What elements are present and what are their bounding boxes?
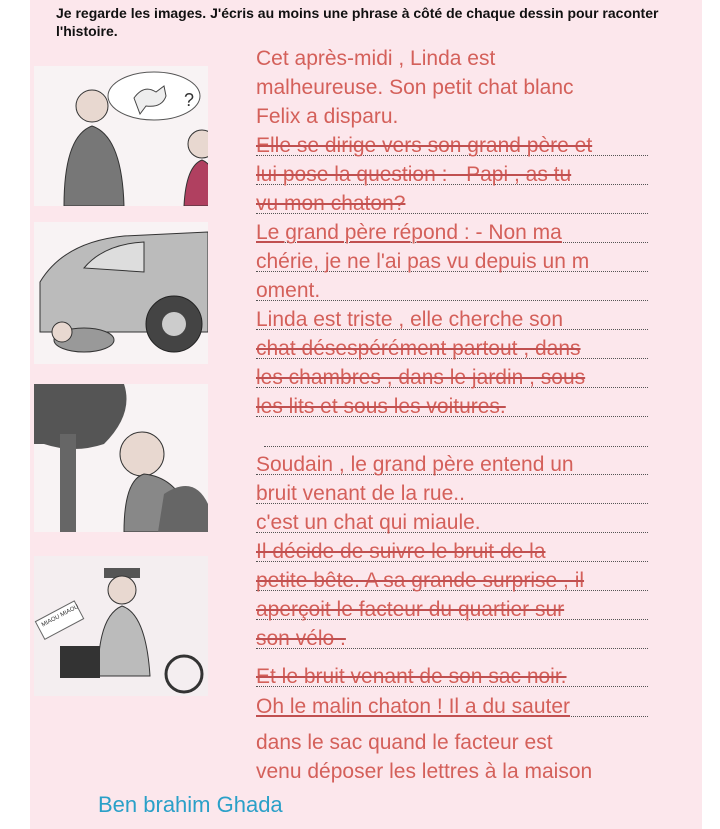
story-line: aperçoit le facteur du quartier sur <box>256 595 648 620</box>
bag-text: MIAOU MIAOU <box>40 604 80 629</box>
story-line: petite bête. A sa grande surprise , il <box>256 566 648 591</box>
story-line: c'est un chat qui miaule. <box>256 508 648 533</box>
story-line: Soudain , le grand père entend un <box>256 450 648 475</box>
story-line: lui pose la question : - Papi , as tu <box>256 160 648 185</box>
story-line: les lits et sous les voitures. <box>256 392 648 417</box>
story-line: vu mon chaton? <box>256 189 648 214</box>
story-line: Linda est triste , elle cherche son <box>256 305 648 330</box>
story-line: oment. <box>256 276 648 301</box>
story-line: Elle se dirige vers son grand père et <box>256 131 648 156</box>
thought-question-mark: ? <box>184 90 195 110</box>
story-line: les chambres , dans le jardin , sous <box>256 363 648 388</box>
blank-line <box>264 446 648 447</box>
story-line: Felix a disparu. <box>256 105 399 128</box>
story-line: chérie, je ne l'ai pas vu depuis un m <box>256 247 648 272</box>
story-line: dans le sac quand le facteur est <box>256 731 553 754</box>
story-line: Oh le malin chaton ! Il a du sauter <box>256 692 648 717</box>
story-line: son vélo . <box>256 624 648 649</box>
story-line: Le grand père répond : - Non ma <box>256 218 648 243</box>
story-line: venu déposer les lettres à la maison <box>256 760 593 783</box>
story-line: Cet après-midi , Linda est <box>256 47 496 70</box>
story-line: bruit venant de la rue.. <box>256 479 648 504</box>
author-signature: Ben brahim Ghada <box>98 792 283 817</box>
story-line: chat désespérément partout , dans <box>256 334 648 359</box>
story-line: malheureuse. Son petit chat blanc <box>256 76 574 99</box>
instructions-text: Je regarde les images. J'écris au moins une phrase à côté de chaque dessin pour raconter l'histoire. <box>56 5 659 39</box>
story-line: Et le bruit venant de son sac noir. <box>256 662 648 687</box>
story-line: Il décide de suivre le bruit de la <box>256 537 648 562</box>
